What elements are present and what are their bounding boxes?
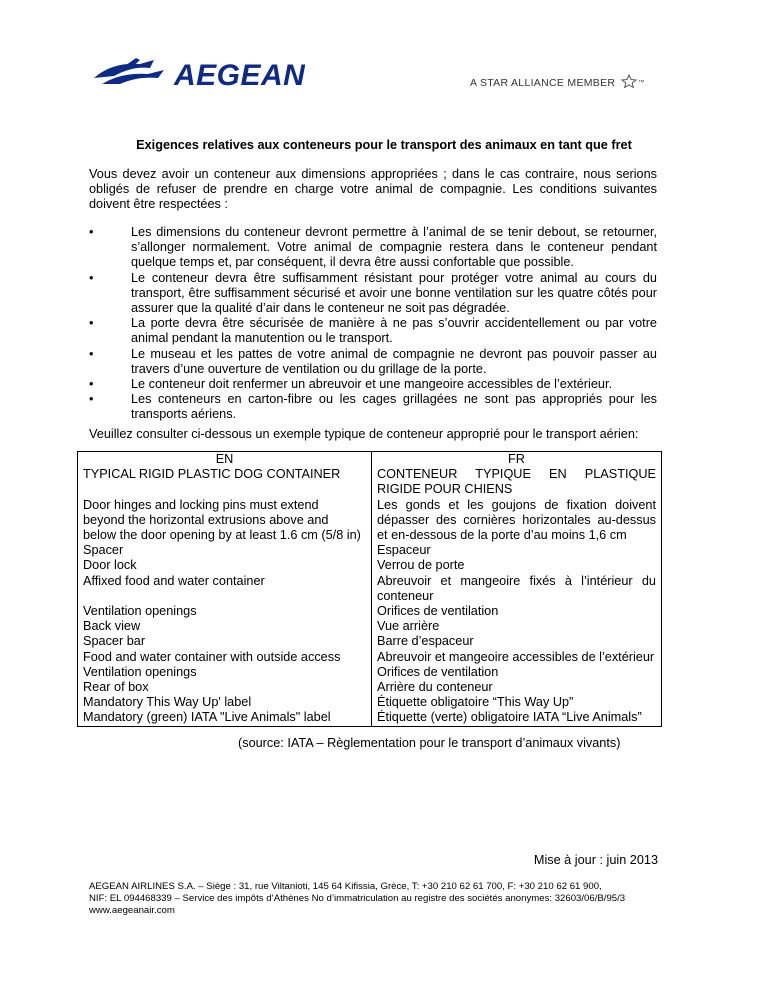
fr-item: Les gonds et les goujons de fixation doivent dépasser des cornières horizontales au-dessus et en-dessous de la porte d’au moins 1,6 cm: [377, 497, 656, 543]
footer-line: AEGEAN AIRLINES S.A. – Siège : 31, rue Viltanioti, 145 64 Kifissia, Grèce, T: +30 210 62 61 700, F: +30 210 62 61 900,: [89, 881, 602, 892]
fr-item: Abreuvoir et mangeoire accessibles de l’extérieur: [377, 649, 655, 664]
table-row: [78, 452, 662, 727]
aegean-bird-icon: [92, 56, 170, 94]
aegean-logo-text: AEGEAN: [174, 58, 306, 92]
en-line: Spacer: [83, 543, 124, 558]
company-footer: [89, 881, 669, 917]
list-item: • La porte devra être sécurisée de manière à ne pas s’ouvrir accidentellement ou par votre animal pendant la manutention ou le transport.: [89, 316, 657, 346]
bullet-icon: •: [89, 346, 94, 361]
en-column: [78, 452, 372, 727]
list-item: • Les conteneurs en carton-fibre ou les cages grillagées ne sont pas appropriés pour les transports aériens.: [89, 392, 657, 422]
fr-column: [372, 452, 662, 727]
fr-item: Vue arrière: [377, 619, 440, 634]
en-line: TYPICAL RIGID PLASTIC DOG CONTAINER: [83, 467, 341, 482]
intro-paragraph: Vous devez avoir un conteneur aux dimensions appropriées ; dans le cas contraire, nous serions obligés de refuser de prendre en charge votre animal de compagnie. Les conditions suivantes doivent être respectées :: [89, 167, 657, 212]
fr-item: Arrière du conteneur: [377, 680, 493, 695]
en-line: Mandatory (green) IATA "Live Animals" label: [83, 710, 331, 725]
letterhead: [0, 0, 768, 130]
en-line: [83, 589, 366, 604]
en-line: [83, 482, 366, 497]
footer-website-link[interactable]: www.aegeanair.com: [89, 905, 175, 916]
en-line: Spacer bar: [83, 634, 146, 649]
list-item: • Le museau et les pattes de votre animal de compagnie ne devront pas pouvoir passer au travers d’une ouverture de ventilation ou du grillage de la porte.: [89, 346, 657, 376]
document-title: Exigences relatives aux conteneurs pour le transport des animaux en tant que fret: [136, 138, 632, 152]
fr-item: CONTENEUR TYPIQUE EN PLASTIQUE RIGIDE POUR CHIENS: [377, 467, 656, 497]
en-line: Ventilation openings: [83, 664, 197, 679]
trademark-mark: ™: [638, 80, 645, 86]
en-line: Affixed food and water container: [83, 573, 265, 588]
footer-line: NIF: EL 094468339 – Service des impôts d’Athènes No d’immatriculation au registre des sociétés anonymes: 32603/06/B/95/3: [89, 893, 626, 904]
en-line: Ventilation openings: [83, 604, 197, 619]
fr-item: Étiquette obligatoire “This Way Up”: [377, 695, 574, 710]
translation-table: [77, 451, 662, 727]
en-line: Back view: [83, 619, 141, 634]
en-line: Door lock: [83, 558, 137, 573]
fr-item: Orifices de ventilation: [377, 604, 499, 619]
star-alliance-icon: [615, 74, 638, 93]
en-header: EN: [215, 452, 234, 466]
fr-item: Étiquette (verte) obligatoire IATA “Live Animals”: [377, 710, 642, 725]
bullet-icon: •: [89, 377, 94, 392]
en-line: beyond the horizontal extrusions above and: [83, 512, 329, 527]
en-line: Rear of box: [83, 680, 149, 695]
star-alliance-text: A STAR ALLIANCE MEMBER: [470, 77, 616, 89]
list-item: • Le conteneur doit renfermer un abreuvoir et une mangeoire accessibles de l’extérieur.: [89, 377, 612, 392]
fr-item: Orifices de ventilation: [377, 664, 499, 679]
star-alliance-badge: [470, 74, 645, 93]
bullet-icon: •: [89, 316, 94, 331]
list-item: • Les dimensions du conteneur devront permettre à l’animal de se tenir debout, se retourner, s’allonger normalement. Votre animal de compagnie restera dans le conteneur pendant quelque temps et, par conséquent, il devra être aussi confortable que possible.: [89, 225, 657, 270]
fr-item: Barre d’espaceur: [377, 634, 474, 649]
aegean-logo: [92, 56, 305, 94]
en-line: Food and water container with outside access: [83, 649, 341, 664]
consult-paragraph: Veuillez consulter ci-dessous un exemple typique de conteneur approprié pour le transport aérien:: [89, 427, 639, 441]
en-line: below the door opening by at least 1.6 cm (5/8 in): [83, 528, 361, 543]
list-item: • Le conteneur devra être suffisamment résistant pour protéger votre animal au cours du transport, être suffisamment sécurisé et avoir une bonne ventilation sur les quatre côtés pour assurer que la qualité d’air dans le conteneur ne soit pas dégradée.: [89, 270, 657, 316]
fr-item: Verrou de porte: [377, 558, 465, 573]
fr-item: Abreuvoir et mangeoire fixés à l’intérieur du conteneur: [377, 573, 656, 603]
fr-header: FR: [508, 452, 525, 466]
bullet-icon: •: [89, 392, 94, 407]
bullet-icon: •: [89, 270, 94, 285]
fr-item: Espaceur: [377, 543, 431, 558]
update-date: Mise à jour : juin 2013: [533, 853, 658, 867]
requirements-list: [89, 225, 657, 423]
en-line: Door hinges and locking pins must extend: [83, 497, 319, 512]
en-line: Mandatory This Way Up' label: [83, 695, 252, 710]
bullet-icon: •: [89, 225, 94, 239]
source-note: (source: IATA – Règlementation pour le transport d’animaux vivants): [238, 736, 621, 750]
